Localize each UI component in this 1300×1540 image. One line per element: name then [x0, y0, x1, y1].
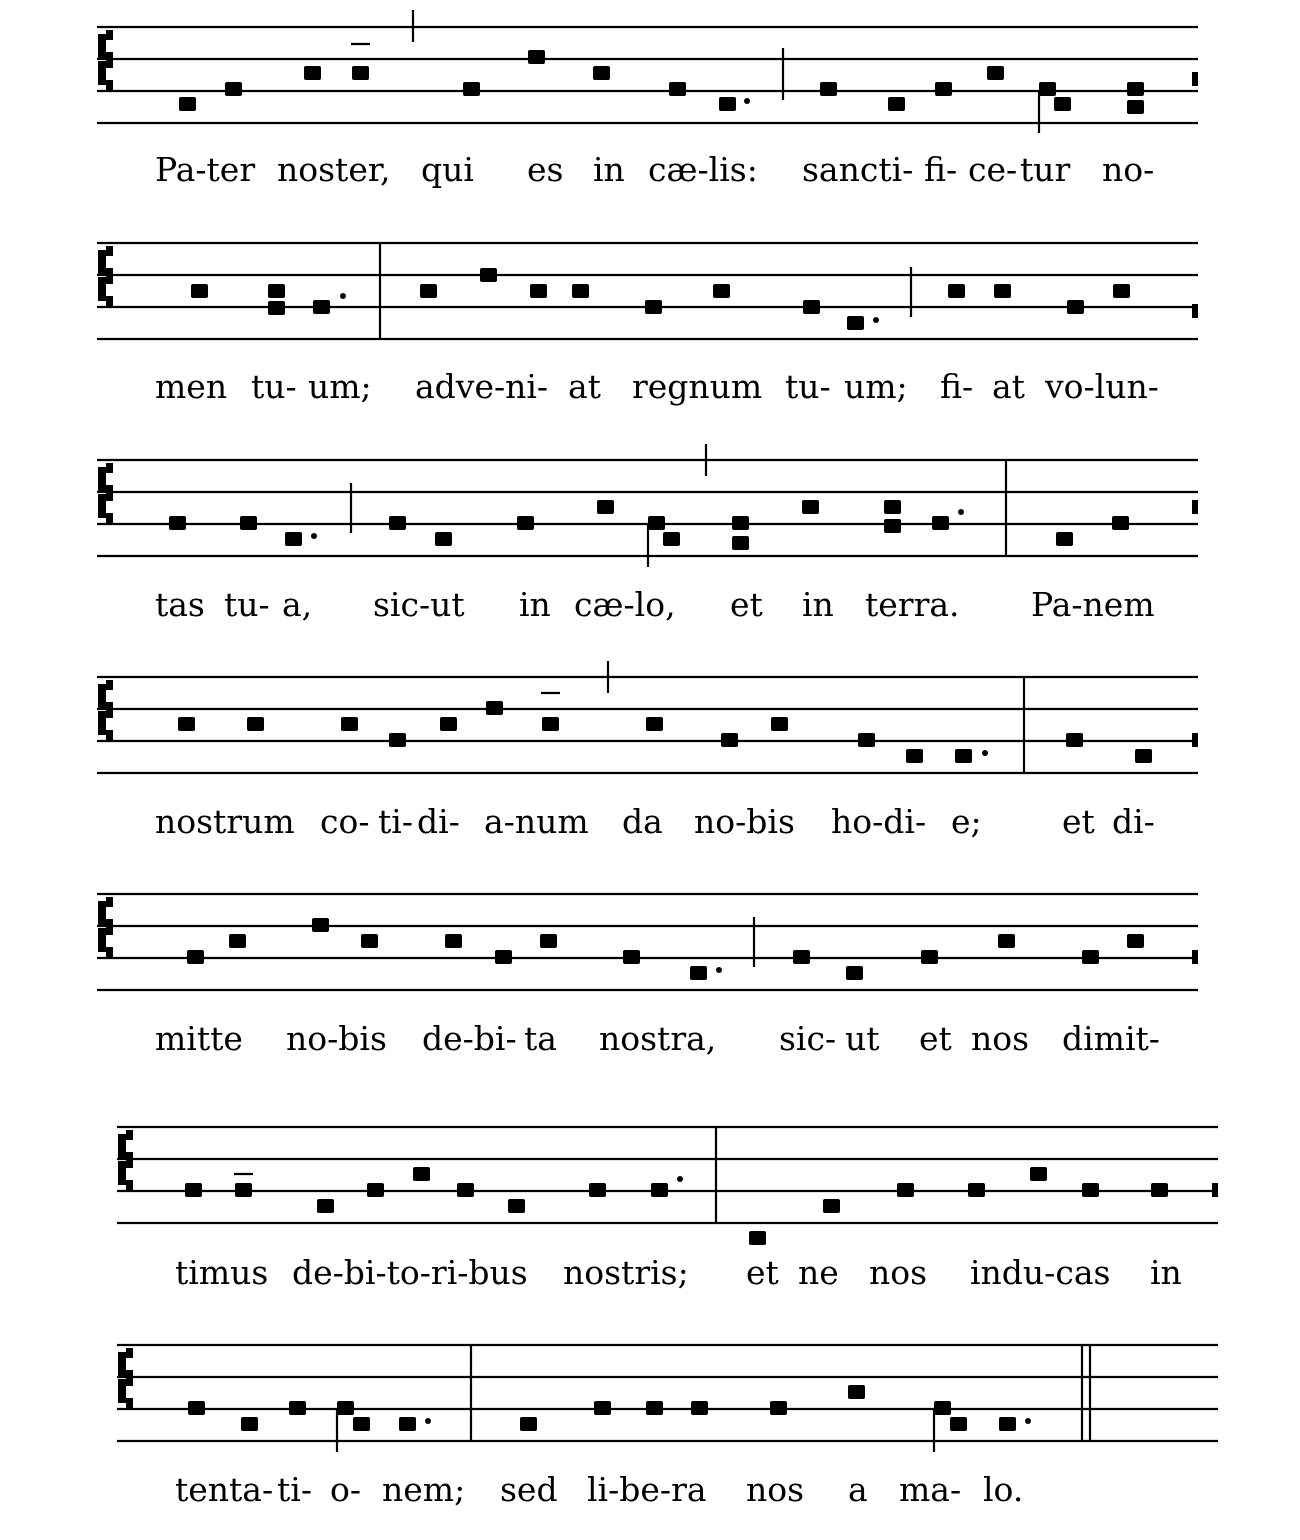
syllable: mitte	[155, 1019, 243, 1058]
note	[169, 516, 186, 530]
note	[1135, 749, 1152, 763]
note	[440, 717, 457, 731]
note	[229, 934, 246, 948]
lyrics-1	[155, 150, 1154, 189]
note	[1066, 733, 1083, 747]
syllable: fi-	[924, 150, 958, 189]
note	[846, 966, 863, 980]
note	[268, 301, 285, 315]
note	[179, 97, 196, 111]
lyrics-4	[155, 802, 1155, 841]
note	[1039, 82, 1056, 96]
syllable: es	[527, 150, 564, 189]
syllable: co-	[320, 802, 370, 841]
note	[486, 701, 503, 715]
note	[749, 1231, 766, 1245]
note	[413, 1167, 430, 1181]
note	[420, 284, 437, 298]
note	[352, 66, 369, 80]
custos	[1192, 950, 1198, 964]
note	[304, 66, 321, 80]
note	[520, 1417, 537, 1431]
lyrics-3	[155, 585, 1155, 624]
note	[888, 97, 905, 111]
note	[353, 1417, 370, 1431]
dot	[340, 293, 346, 299]
syllable: ma-	[899, 1470, 962, 1509]
lyrics-5	[155, 1019, 1160, 1058]
note	[934, 1401, 951, 1415]
syllable: di-	[1112, 802, 1155, 841]
note	[389, 733, 406, 747]
note	[1030, 1167, 1047, 1181]
note	[955, 749, 972, 763]
syllable: et	[730, 585, 763, 624]
syllable: no-bis	[694, 802, 795, 841]
note	[540, 934, 557, 948]
syllable: um;	[844, 367, 908, 406]
note	[1082, 950, 1099, 964]
lyrics-2	[155, 367, 1159, 406]
syllable: de-bi-to-ri-bus	[292, 1253, 528, 1292]
note	[1127, 934, 1144, 948]
syllable: cæ-lo,	[574, 585, 676, 624]
syllable: tu-	[251, 367, 297, 406]
syllable: et	[1062, 802, 1095, 841]
note	[495, 950, 512, 964]
note	[793, 950, 810, 964]
custos	[1192, 500, 1198, 514]
syllable: no-bis	[286, 1019, 387, 1058]
syllable: indu-cas	[970, 1253, 1111, 1292]
note	[713, 284, 730, 298]
syllable: noster,	[277, 150, 391, 189]
note	[663, 532, 680, 546]
syllable: ho-di-	[831, 802, 927, 841]
syllable: cæ-lis:	[648, 150, 758, 189]
note	[823, 1199, 840, 1213]
syllable: et	[746, 1253, 779, 1292]
staff-3	[97, 444, 1198, 624]
syllable: tas	[155, 585, 205, 624]
lyrics-6	[175, 1253, 1182, 1292]
syllable: men	[155, 367, 228, 406]
note	[247, 717, 264, 731]
staff-4	[97, 661, 1198, 841]
note	[1127, 100, 1144, 114]
syllable: in	[519, 585, 551, 624]
syllable: regnum	[632, 367, 763, 406]
note	[648, 516, 665, 530]
syllable: ce-	[968, 150, 1018, 189]
note	[999, 1417, 1016, 1431]
note	[1082, 1183, 1099, 1197]
syllable: sancti-	[802, 150, 914, 189]
syllable: sed	[500, 1470, 558, 1509]
note	[906, 749, 923, 763]
note	[932, 516, 949, 530]
syllable: in	[802, 585, 834, 624]
note	[646, 1401, 663, 1415]
custos	[1212, 1183, 1218, 1197]
syllable: ta	[524, 1019, 557, 1058]
note	[691, 1401, 708, 1415]
note	[480, 268, 497, 282]
note	[884, 519, 901, 533]
note	[178, 717, 195, 731]
dot	[677, 1176, 683, 1182]
syllable: Pa-nem	[1031, 585, 1155, 624]
syllable: lo.	[983, 1470, 1024, 1509]
custos	[1192, 733, 1198, 747]
note	[950, 1417, 967, 1431]
note	[998, 934, 1015, 948]
note	[646, 717, 663, 731]
note	[517, 516, 534, 530]
note	[645, 300, 662, 314]
dot	[744, 98, 750, 104]
syllable: e;	[951, 802, 982, 841]
note	[770, 1401, 787, 1415]
note	[589, 1183, 606, 1197]
dot	[716, 967, 722, 973]
staff-2	[97, 243, 1198, 406]
syllable: o-	[330, 1470, 362, 1509]
note	[802, 500, 819, 514]
dot	[982, 750, 988, 756]
syllable: a,	[282, 585, 313, 624]
note	[528, 50, 545, 64]
note	[690, 966, 707, 980]
lyrics-7	[175, 1470, 1023, 1509]
syllable: tur	[1020, 150, 1071, 189]
dot	[1025, 1418, 1031, 1424]
syllable: ut	[845, 1019, 880, 1058]
syllable: um;	[308, 367, 372, 406]
note	[317, 1199, 334, 1213]
note	[1067, 300, 1084, 314]
syllable: nos	[971, 1019, 1030, 1058]
syllable: sic-ut	[373, 585, 465, 624]
dot	[311, 533, 317, 539]
syllable: nos	[746, 1470, 805, 1509]
syllable: Pa-ter	[155, 150, 256, 189]
note	[572, 284, 589, 298]
syllable: a-num	[484, 802, 589, 841]
note	[1056, 532, 1073, 546]
syllable: nostra,	[599, 1019, 717, 1058]
note	[542, 717, 559, 731]
note	[435, 532, 452, 546]
note	[240, 516, 257, 530]
note	[597, 500, 614, 514]
note	[312, 918, 329, 932]
note	[188, 1401, 205, 1415]
note	[884, 500, 901, 514]
note	[313, 300, 330, 314]
note	[594, 1401, 611, 1415]
note	[457, 1183, 474, 1197]
note	[897, 1183, 914, 1197]
note	[1112, 516, 1129, 530]
note	[721, 733, 738, 747]
note	[530, 284, 547, 298]
note	[235, 1183, 252, 1197]
syllable: nostrum	[155, 802, 295, 841]
note	[732, 516, 749, 530]
note	[968, 1183, 985, 1197]
note	[803, 300, 820, 314]
note	[341, 717, 358, 731]
note	[848, 1385, 865, 1399]
note	[337, 1401, 354, 1415]
note	[719, 97, 736, 111]
note	[285, 532, 302, 546]
dot	[425, 1418, 431, 1424]
syllable: at	[568, 367, 601, 406]
syllable: in	[593, 150, 625, 189]
syllable: tenta-	[175, 1470, 274, 1509]
note	[445, 934, 462, 948]
staff-7	[117, 1345, 1218, 1509]
note	[623, 950, 640, 964]
staff-6	[117, 1127, 1218, 1292]
syllable: de-bi-	[422, 1019, 517, 1058]
syllable: ti-	[378, 802, 413, 841]
syllable: nos	[869, 1253, 928, 1292]
syllable: no-	[1102, 150, 1155, 189]
note	[921, 950, 938, 964]
note	[651, 1183, 668, 1197]
syllable: di-	[417, 802, 460, 841]
staff-5	[97, 894, 1198, 1058]
note	[367, 1183, 384, 1197]
note	[1054, 97, 1071, 111]
syllable: et	[919, 1019, 952, 1058]
syllable: vo-lun-	[1045, 367, 1159, 406]
note	[241, 1417, 258, 1431]
syllable: a	[848, 1470, 868, 1509]
custos	[1192, 72, 1198, 86]
syllable: nostris;	[563, 1253, 689, 1292]
note	[1127, 82, 1144, 96]
note	[948, 284, 965, 298]
syllable: ne	[798, 1253, 839, 1292]
custos	[1192, 304, 1198, 318]
syllable: sic-	[779, 1019, 837, 1058]
syllable: dimit-	[1062, 1019, 1160, 1058]
note	[1151, 1183, 1168, 1197]
note	[225, 82, 242, 96]
syllable: timus	[175, 1253, 269, 1292]
dot	[873, 317, 879, 323]
syllable: tu-	[224, 585, 270, 624]
note	[935, 82, 952, 96]
note	[191, 284, 208, 298]
syllable: nem;	[382, 1470, 466, 1509]
syllable: ti-	[277, 1470, 312, 1509]
syllable: fi-	[940, 367, 974, 406]
note	[669, 82, 686, 96]
note	[185, 1183, 202, 1197]
note	[399, 1417, 416, 1431]
syllable: in	[1150, 1253, 1182, 1292]
syllable: terra.	[865, 585, 960, 624]
note	[361, 934, 378, 948]
note	[732, 536, 749, 550]
note	[593, 66, 610, 80]
note	[858, 733, 875, 747]
note	[994, 284, 1011, 298]
note	[187, 950, 204, 964]
note	[771, 717, 788, 731]
note	[508, 1199, 525, 1213]
note	[987, 66, 1004, 80]
syllable: tu-	[785, 367, 831, 406]
syllable: at	[992, 367, 1025, 406]
note	[847, 316, 864, 330]
note	[1113, 284, 1130, 298]
syllable: li-be-ra	[587, 1470, 707, 1509]
note	[820, 82, 837, 96]
note	[389, 516, 406, 530]
syllable: adve-ni-	[415, 367, 549, 406]
syllable: qui	[421, 150, 474, 189]
dot	[958, 509, 964, 515]
syllable: da	[622, 802, 663, 841]
note	[268, 284, 285, 298]
note	[289, 1401, 306, 1415]
note	[463, 82, 480, 96]
staff-1	[97, 10, 1198, 189]
